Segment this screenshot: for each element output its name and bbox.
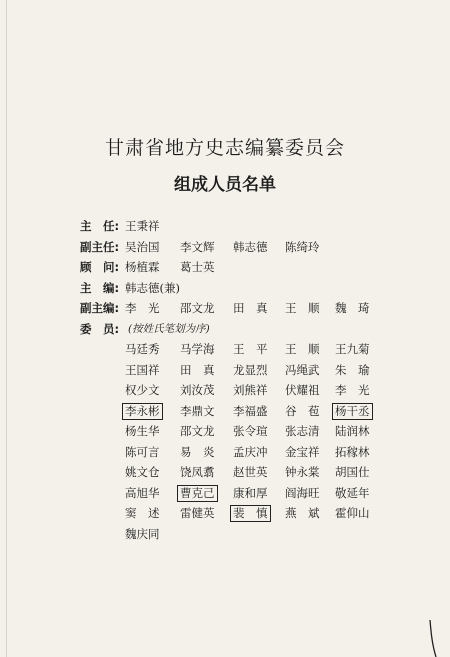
members-row — [80, 380, 440, 401]
person-name: 孟庆冲 — [233, 444, 268, 459]
person-name: 杨植霖 — [125, 260, 160, 274]
person-name: 李福盛 — [233, 403, 268, 418]
person-name: 田 真 — [180, 362, 215, 377]
role-label: 主 编: — [80, 280, 120, 295]
person-name: 李 光 — [335, 383, 370, 397]
person-name: 刘熊祥 — [233, 383, 268, 397]
role-label: 委 员: — [80, 321, 120, 336]
role-row — [80, 257, 440, 278]
person-name: 吴治国 — [125, 239, 160, 254]
person-name: 李 光 — [125, 301, 160, 315]
person-name: 胡国仕 — [335, 465, 370, 479]
person-name: 刘汝茂 — [180, 383, 215, 397]
pen-mark — [428, 620, 438, 657]
ordering-note: (按姓氏笔划为序) — [128, 322, 210, 335]
person-name: 王九菊 — [335, 342, 370, 356]
person-name: 朱 瑜 — [335, 362, 370, 377]
members-row — [80, 401, 440, 422]
person-name: 龙显烈 — [233, 362, 268, 377]
person-name: 易 炎 — [180, 444, 215, 459]
person-name: 邵文龙 — [180, 424, 215, 438]
person-name: 姚文仓 — [125, 465, 160, 479]
role-row — [80, 278, 440, 299]
person-name: 张志清 — [285, 424, 320, 438]
person-name: 王 顺 — [285, 301, 320, 315]
role-row — [80, 298, 440, 319]
person-name: 王 顺 — [285, 342, 320, 356]
members-row — [80, 360, 440, 381]
person-name: 魏庆同 — [125, 526, 160, 541]
person-name: 窦 述 — [125, 506, 160, 520]
person-name: 张令瑄 — [233, 424, 268, 438]
members-row — [80, 442, 440, 463]
members-header-row — [80, 319, 440, 340]
person-name: 阎海旺 — [285, 485, 320, 500]
person-name: 马廷秀 — [125, 342, 160, 356]
person-name: 陈绮玲 — [285, 239, 320, 254]
person-name: 杨生华 — [125, 424, 160, 438]
person-name: 王国祥 — [125, 362, 160, 377]
person-name: 拓稼林 — [335, 444, 370, 459]
person-name: 王 平 — [233, 342, 268, 356]
role-row — [80, 216, 440, 237]
person-name: 敬延年 — [335, 485, 370, 500]
page-title: 甘肃省地方史志编纂委员会 — [104, 137, 345, 159]
members-row — [80, 524, 440, 545]
person-name: 饶凤翥 — [180, 465, 215, 479]
members-row — [80, 462, 440, 483]
person-name: 伏耀祖 — [285, 383, 320, 397]
person-name: 李鼎文 — [180, 403, 215, 418]
role-row — [80, 237, 440, 258]
members-row — [80, 421, 440, 442]
page-edge-line — [6, 0, 7, 657]
person-name: 高旭华 — [125, 485, 160, 500]
person-name: 邵文龙 — [180, 301, 215, 315]
member-list — [80, 216, 440, 544]
person-name: 金宝祥 — [285, 444, 320, 459]
person-name: 霍仰山 — [335, 506, 370, 520]
person-name: 魏 琦 — [335, 301, 370, 315]
person-name: 李文辉 — [180, 239, 215, 254]
person-name: 权少文 — [125, 383, 160, 397]
members-row — [80, 483, 440, 504]
person-name: 马学海 — [180, 342, 215, 356]
person-name: 燕 斌 — [285, 506, 320, 520]
page-subtitle: 组成人员名单 — [174, 175, 276, 195]
role-label: 顾 问: — [80, 260, 120, 274]
person-name: 韩志德 — [233, 239, 268, 254]
role-label: 主 任: — [80, 219, 120, 233]
members-row — [80, 503, 440, 524]
members-row — [80, 339, 440, 360]
person-name: 冯绳武 — [285, 362, 320, 377]
person-name-boxed: 杨干丞 — [332, 403, 373, 420]
role-label: 副主任: — [80, 239, 120, 254]
person-name: 田 真 — [233, 301, 268, 315]
person-name-boxed: 曹克己 — [177, 485, 218, 502]
role-label: 副主编: — [80, 301, 120, 315]
person-name-boxed: 李永彬 — [122, 403, 163, 420]
person-name: 赵世英 — [233, 465, 268, 479]
person-name: 康和厚 — [233, 485, 268, 500]
person-name: 陆润林 — [335, 424, 370, 438]
person-name: 雷健英 — [180, 506, 215, 520]
person-name: 葛士英 — [180, 260, 215, 274]
person-name: 陈可言 — [125, 444, 160, 459]
person-name: 王秉祥 — [125, 219, 160, 233]
person-name: 钟永棠 — [285, 465, 320, 479]
person-name: 谷 苞 — [285, 403, 320, 418]
person-name-boxed: 裴 慎 — [230, 505, 271, 522]
person-name: 韩志德(兼) — [125, 280, 180, 295]
